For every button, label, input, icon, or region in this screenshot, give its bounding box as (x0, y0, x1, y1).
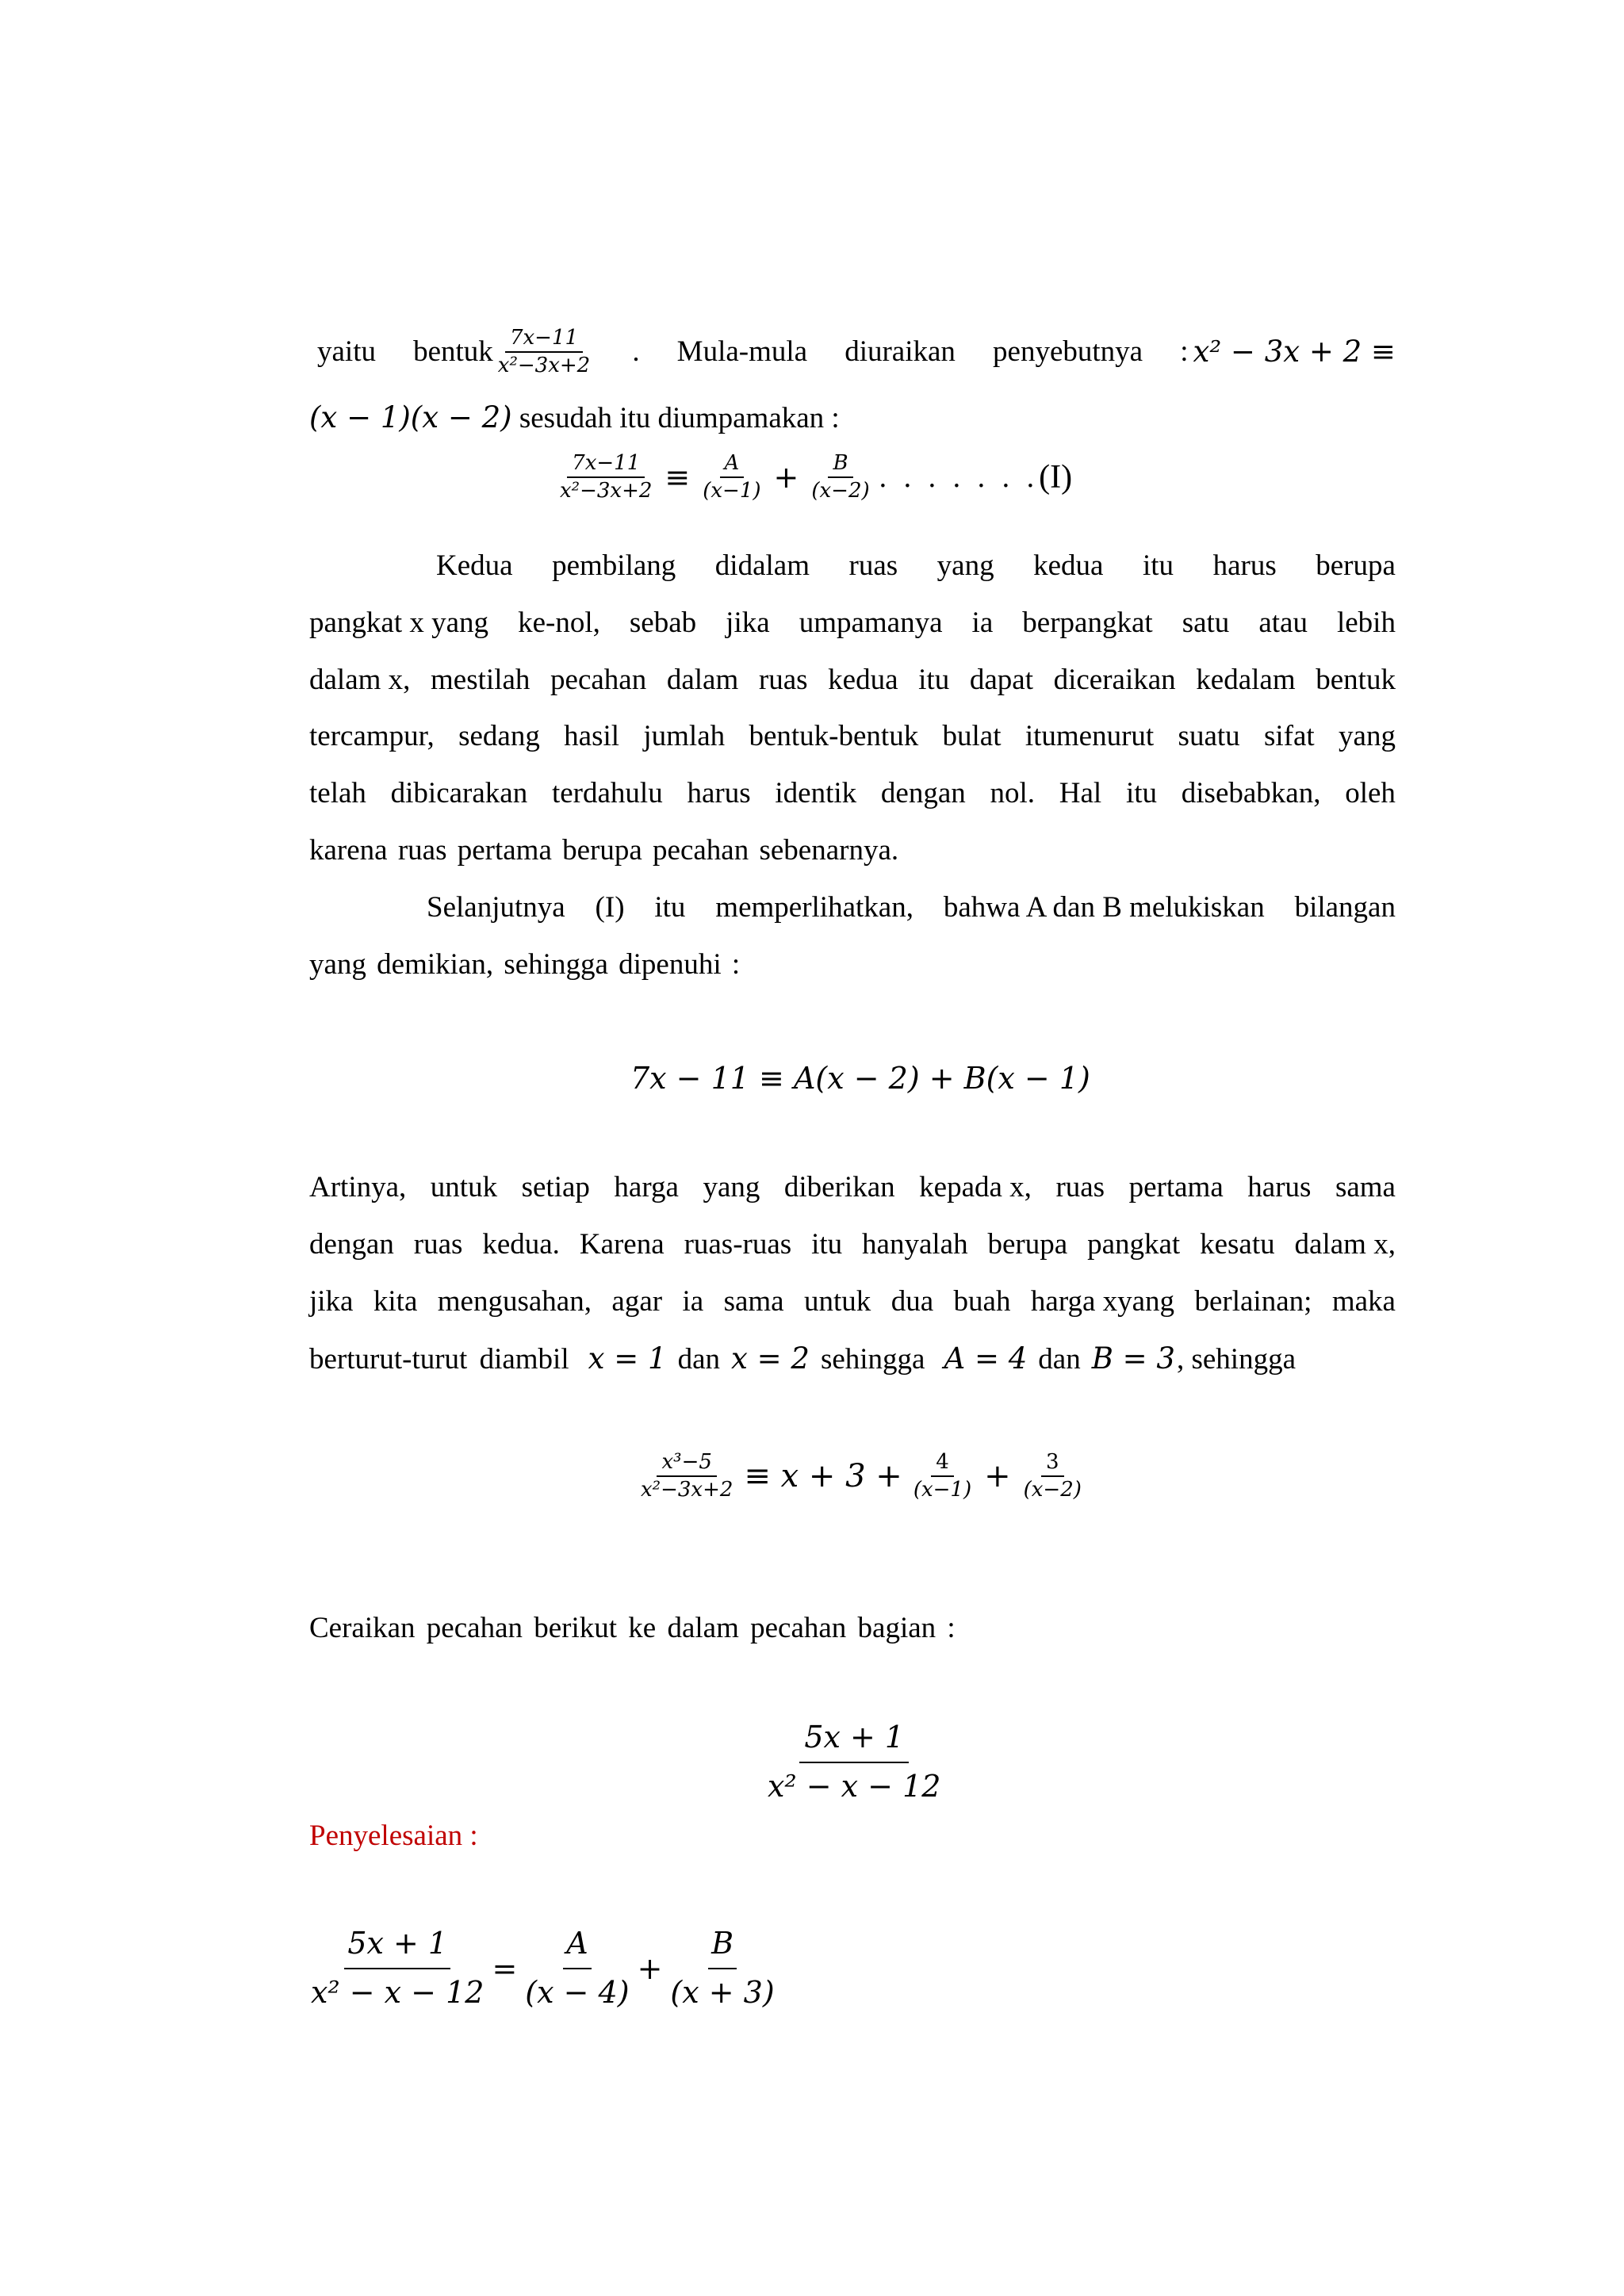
word: berupa (1316, 549, 1396, 582)
word: dengan (309, 1228, 394, 1261)
text: dan (1038, 1343, 1081, 1376)
p1-line-1 (436, 551, 1396, 580)
word: kedua (828, 664, 898, 696)
word: ruas (848, 549, 898, 582)
word: identik (775, 777, 857, 809)
word: dalam x, (1294, 1228, 1396, 1261)
fraction-numerator: 7x−11 (567, 450, 645, 478)
word: buah (953, 1285, 1011, 1318)
text: yang demikian, sehingga dipenuhi : (309, 948, 741, 981)
word: Kedua (436, 549, 513, 582)
math-display: 7x − 11 ≡ A(x − 2) + B(x − 1) (630, 1061, 1090, 1096)
word: maka (1331, 1285, 1396, 1318)
word: ruas-ruas (684, 1228, 792, 1261)
word: kesatu (1200, 1228, 1275, 1261)
word: pembilang (552, 549, 676, 582)
word: bilangan (1294, 891, 1396, 924)
fraction-numerator: B (828, 450, 852, 478)
word: ke-nol, (518, 607, 600, 639)
fraction-numerator: 7x−11 (505, 325, 583, 353)
equation-1 (555, 450, 1072, 503)
fraction-numerator: A (720, 450, 745, 478)
p3-line-2 (309, 1230, 1396, 1259)
word: itu (811, 1228, 843, 1261)
fraction (522, 1925, 632, 2011)
word: jika (309, 1285, 354, 1318)
text: berturut-turut diambil (309, 1343, 569, 1376)
word: sama (723, 1285, 784, 1318)
word: bentuk-bentuk (749, 720, 919, 752)
equation-2 (630, 1061, 1090, 1096)
math-inline: ≡ x + 3 + (744, 1457, 902, 1494)
fraction (636, 1449, 737, 1502)
word: ruas (413, 1228, 463, 1261)
fraction-denominator: x²−3x+2 (497, 353, 591, 377)
word: satu (1182, 607, 1230, 639)
p3-line-1 (309, 1173, 1396, 1202)
word-with-fraction (413, 325, 595, 378)
word: Hal (1059, 777, 1102, 809)
equation-5 (308, 1925, 778, 2011)
plus-sign: + (637, 1950, 663, 1986)
word: kepada x, (919, 1171, 1032, 1203)
equiv-sign: ≡ (665, 459, 691, 495)
fraction-denominator: x² − x − 12 (768, 1768, 941, 1804)
word: harga (614, 1171, 679, 1203)
word: yang (703, 1171, 760, 1203)
word: memperlihatkan, (715, 891, 914, 924)
word: pertama (1128, 1171, 1224, 1203)
text: , sehingga (1176, 1343, 1296, 1376)
word: yang (936, 549, 994, 582)
fraction-denominator: (x−1) (913, 1477, 972, 1502)
text-line-2 (309, 400, 1396, 434)
fraction-denominator: (x−1) (703, 478, 761, 503)
colon: : (1180, 335, 1189, 368)
word: bentuk (413, 335, 493, 368)
p1-line-4 (309, 721, 1396, 751)
word: dibicarakan (390, 777, 528, 809)
word: kedua. (482, 1228, 560, 1261)
word: pangkat x yang (309, 607, 489, 639)
word: berupa (987, 1228, 1068, 1261)
p1-line-6 (309, 836, 1396, 865)
math-inline: x = 2 (731, 1341, 810, 1376)
word: terdahulu (551, 777, 663, 809)
p3-line-3 (309, 1287, 1396, 1316)
word: itu (1125, 777, 1158, 809)
word: lebih (1336, 607, 1396, 639)
math-inline: (x − 1)(x − 2) (309, 400, 512, 434)
fraction-denominator: x²−3x+2 (641, 1477, 733, 1502)
word: didalam (714, 549, 810, 582)
p1-line-3 (309, 665, 1396, 695)
word: Karena (579, 1228, 665, 1261)
word: disebabkan, (1181, 777, 1321, 809)
fraction (698, 450, 765, 503)
word: Artinya, (309, 1171, 407, 1203)
word: suatu (1178, 720, 1240, 752)
fraction (493, 325, 595, 378)
task-text (309, 1613, 1396, 1643)
word: itumenurut (1025, 720, 1155, 752)
word: ruas (1055, 1171, 1105, 1203)
math-inline: x² − 3x + 2 ≡ (1193, 335, 1396, 369)
fraction (806, 450, 874, 503)
word: yang (1339, 720, 1396, 752)
word: pangkat (1087, 1228, 1181, 1261)
word: kita (373, 1285, 418, 1318)
word: harus (1212, 549, 1277, 582)
word: agar (611, 1285, 663, 1318)
fraction (555, 450, 657, 503)
word: dua (891, 1285, 934, 1318)
word: untuk (804, 1285, 871, 1318)
word: ia (682, 1285, 704, 1318)
fraction (308, 1925, 487, 2011)
word: itu (918, 664, 950, 696)
word: bahwa A dan B melukiskan (943, 891, 1265, 924)
fraction-numerator: 5x + 1 (799, 1719, 909, 1763)
fraction-denominator: x²−3x+2 (560, 478, 653, 503)
word: diuraikan (845, 335, 956, 368)
text: sehingga (820, 1343, 925, 1376)
word: harga xyang (1030, 1285, 1175, 1318)
fraction-numerator: B (708, 1925, 737, 1969)
fraction-denominator: x² − x − 12 (311, 1974, 485, 2010)
p1-line-2 (309, 608, 1396, 637)
fraction-numerator: 5x + 1 (344, 1925, 450, 1969)
word: oleh (1345, 777, 1396, 809)
word: mengusahan, (437, 1285, 592, 1318)
word: berpangkat (1022, 607, 1153, 639)
word: tercampur, (309, 720, 435, 752)
fraction-numerator: A (563, 1925, 591, 1969)
text-line-1 (317, 325, 1396, 378)
text: Penyelesaian : (309, 1820, 478, 1852)
math-expression (1180, 335, 1396, 369)
equals-sign: = (492, 1950, 518, 1986)
p2-line-2 (309, 950, 1396, 979)
word: telah (309, 777, 366, 809)
fraction-numerator: 3 (1041, 1449, 1064, 1477)
word: jumlah (643, 720, 726, 752)
word: bentuk (1316, 664, 1396, 696)
equation-label: (I) (1039, 458, 1073, 496)
fraction-denominator: (x − 4) (525, 1974, 630, 2010)
word: Selanjutnya (427, 891, 565, 924)
word: hasil (564, 720, 620, 752)
p2-line-1 (427, 893, 1396, 922)
word: harus (1247, 1171, 1312, 1203)
word: mestilah (431, 664, 530, 696)
word: sedang (458, 720, 540, 752)
word: ia (971, 607, 994, 639)
math-inline: x = 1 (588, 1341, 667, 1376)
word: dapat (969, 664, 1033, 696)
fraction (667, 1925, 777, 2011)
math-inline: A = 4 (944, 1341, 1028, 1376)
word: jika (726, 607, 770, 639)
word: diberikan (783, 1171, 895, 1203)
plus-sign: + (984, 1457, 1011, 1494)
word: nol. (990, 777, 1036, 809)
fraction (1019, 1449, 1086, 1502)
word: untuk (430, 1171, 498, 1203)
word: dalam x, (309, 664, 411, 696)
word: sifat (1263, 720, 1315, 752)
fraction-denominator: (x + 3) (670, 1974, 775, 2010)
word: itu (654, 891, 686, 924)
text: Ceraikan pecahan berikut ke dalam pecahan bagian : (309, 1612, 956, 1644)
fraction (909, 1449, 976, 1502)
word: itu (1143, 549, 1174, 582)
word: setiap (521, 1171, 590, 1203)
fraction-denominator: (x−2) (1023, 1477, 1082, 1502)
word: sebab (629, 607, 697, 639)
fraction-numerator: 4 (931, 1449, 954, 1477)
math-inline: B = 3 (1091, 1341, 1175, 1376)
word: hanyalah (862, 1228, 968, 1261)
word: pecahan (550, 664, 647, 696)
text: sesudah itu diumpamakan : (519, 402, 840, 434)
fraction-denominator: (x−2) (811, 478, 870, 503)
word: Mula-mula (676, 335, 808, 368)
p3-line-4 (309, 1341, 1396, 1376)
fraction (763, 1719, 945, 1805)
word: sama (1335, 1171, 1396, 1203)
word: bulat (942, 720, 1002, 752)
word: berlainan; (1194, 1285, 1312, 1318)
leader-dots: . . . . . . . (879, 460, 1040, 494)
period: . (632, 335, 640, 368)
plus-sign: + (773, 459, 799, 495)
solution-label (309, 1821, 1396, 1850)
equation-4 (763, 1719, 945, 1805)
text: dan (677, 1343, 720, 1376)
word: yaitu (317, 335, 376, 368)
word: harus (687, 777, 751, 809)
word: kedalam (1196, 664, 1296, 696)
word: dengan (880, 777, 966, 809)
equation-3 (636, 1449, 1086, 1502)
fraction-numerator: x³−5 (657, 1449, 716, 1477)
word: diceraikan (1053, 664, 1176, 696)
word: umpamanya (799, 607, 943, 639)
word: penyebutnya (993, 335, 1143, 368)
word: kedua (1033, 549, 1104, 582)
text: karena ruas pertama berupa pecahan sebenarnya. (309, 834, 899, 867)
p1-line-5 (309, 779, 1396, 808)
word: atau (1258, 607, 1308, 639)
word: (I) (595, 891, 625, 924)
word: dalam (666, 664, 739, 696)
word: ruas (758, 664, 808, 696)
